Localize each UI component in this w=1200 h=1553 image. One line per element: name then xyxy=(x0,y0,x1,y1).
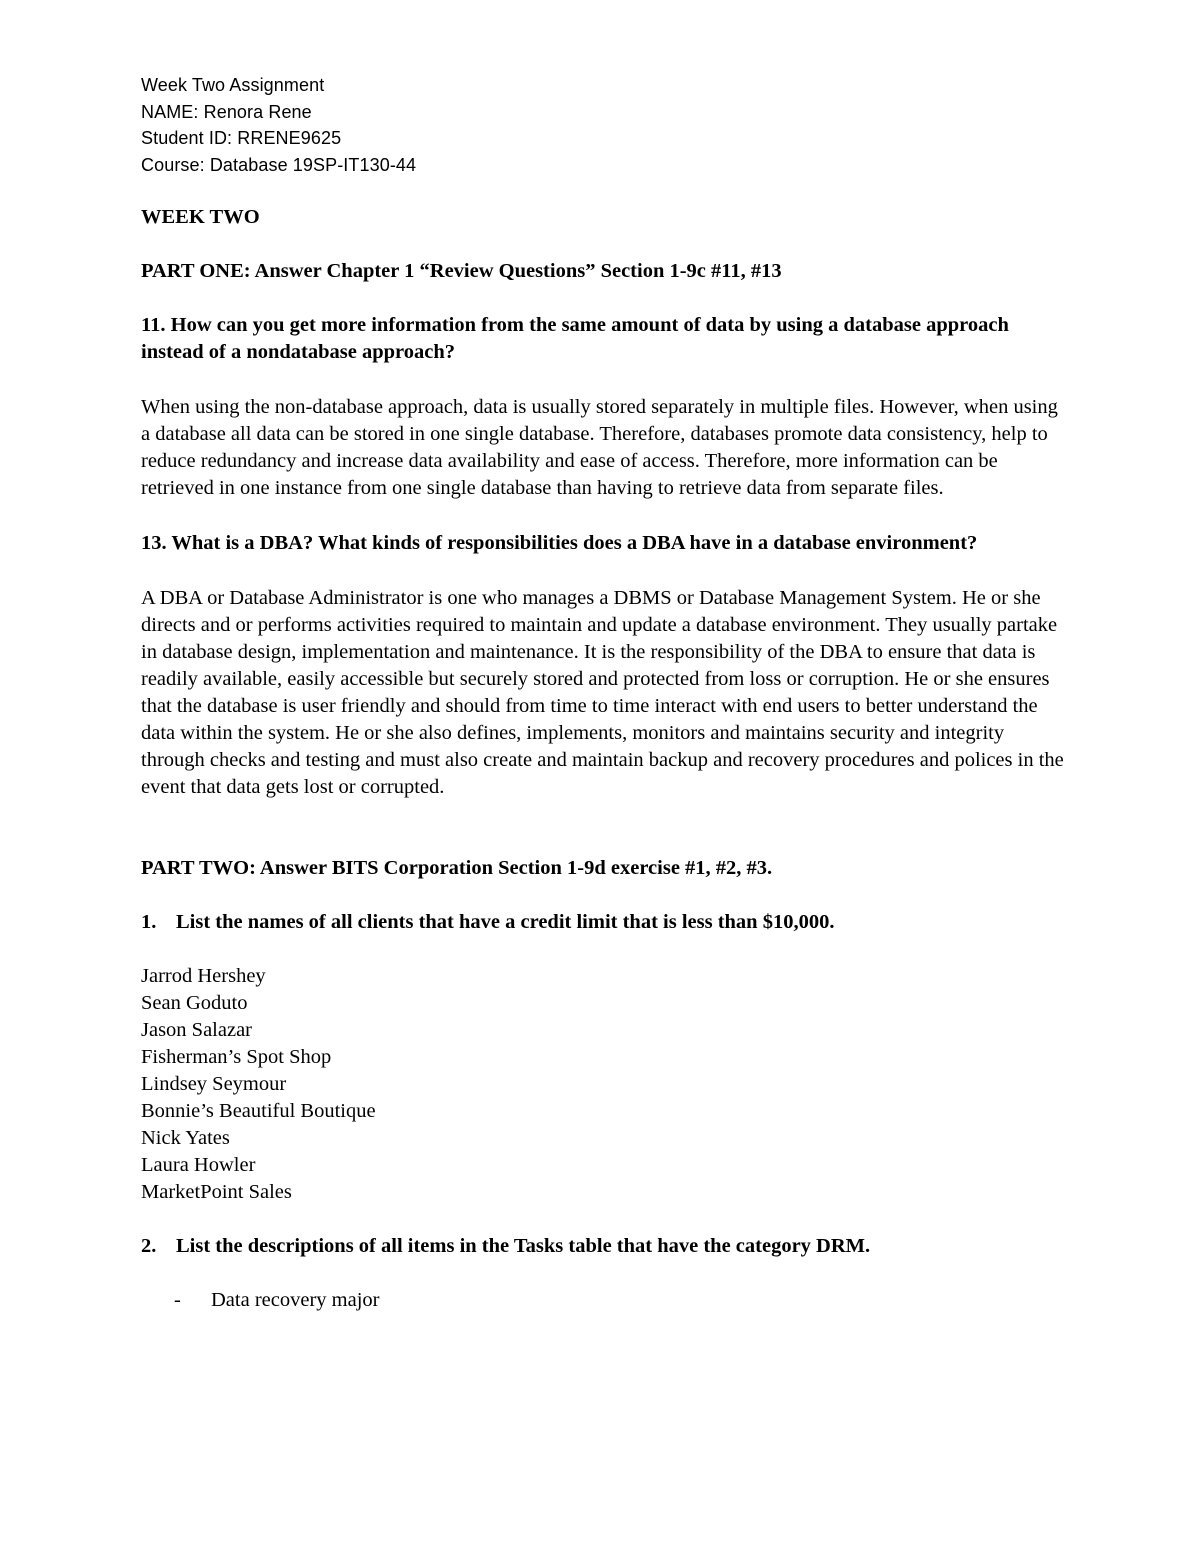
answer-11: When using the non-database approach, data is usually stored separately in multiple files. However, when using a database all data can be stored in one single database. Therefore, databases promote data consistency, help to reduce redundancy and increase data availability and ease of access. Therefore, more information can be retrieved in one instance from one single database than having to retrieve data from separate files. xyxy=(141,396,1058,499)
task-description: Data recovery major xyxy=(211,1289,380,1311)
week-heading: WEEK TWO xyxy=(141,206,260,228)
exercise-1-question xyxy=(141,909,1071,936)
spacer xyxy=(141,231,1071,258)
spacer xyxy=(141,366,1071,394)
question-13: 13. What is a DBA? What kinds of responsibilities does a DBA have in a database environment? xyxy=(141,532,978,554)
list-item: Nick Yates xyxy=(141,1127,230,1149)
question-11: 11. How can you get more information from the same amount of data by using a database approach instead of a nondatabase approach? xyxy=(141,314,1009,363)
list-item xyxy=(141,1287,1071,1314)
spacer xyxy=(141,1206,1071,1233)
list-item: Laura Howler xyxy=(141,1154,256,1176)
spacer xyxy=(141,285,1071,312)
part-one-heading: PART ONE: Answer Chapter 1 “Review Questions” Section 1-9c #11, #13 xyxy=(141,260,782,282)
list-item: Jason Salazar xyxy=(141,1019,252,1041)
dash-bullet: - xyxy=(174,1289,181,1311)
spacer xyxy=(141,557,1071,585)
client-name-list xyxy=(141,963,1071,1206)
student-id: Student ID: RRENE9625 xyxy=(141,128,342,148)
exercise-2-number: 2. xyxy=(141,1235,157,1257)
spacer xyxy=(141,801,1071,855)
list-item: Sean Goduto xyxy=(141,992,248,1014)
task-description-list xyxy=(141,1287,1071,1314)
document-page xyxy=(141,72,1071,1314)
assignment-title: Week Two Assignment xyxy=(141,75,325,95)
spacer xyxy=(141,1260,1071,1287)
list-item: Lindsey Seymour xyxy=(141,1073,287,1095)
exercise-1-text: List the names of all clients that have a credit limit that is less than $10,000. xyxy=(176,911,835,933)
exercise-2-question xyxy=(141,1233,1071,1260)
part-two-heading: PART TWO: Answer BITS Corporation Section 1-9d exercise #1, #2, #3. xyxy=(141,857,773,879)
course-name: Course: Database 19SP-IT130-44 xyxy=(141,154,417,175)
list-item: MarketPoint Sales xyxy=(141,1181,292,1203)
list-item: Jarrod Hershey xyxy=(141,965,266,987)
spacer xyxy=(141,502,1071,530)
exercise-2-text: List the descriptions of all items in the Tasks table that have the category DRM. xyxy=(176,1235,871,1257)
spacer xyxy=(141,178,1071,204)
spacer xyxy=(141,936,1071,963)
list-item: Fisherman’s Spot Shop xyxy=(141,1046,332,1068)
spacer xyxy=(141,882,1071,909)
student-name: NAME: Renora Rene xyxy=(141,101,312,122)
answer-13: A DBA or Database Administrator is one who manages a DBMS or Database Management System. He or she directs and or performs activities required to maintain and update a database environment. They usually partake in database design, implementation and maintenance. It is the responsibility of the DBA to ensure that data is readily available, easily accessible but securely stored and protected from loss or corruption. He or she ensures that the database is user friendly and should from time to time interact with end users to better understand the data within the system. He or she also defines, implements, monitors and maintains security and integrity through checks and testing and must also create and maintain backup and recovery procedures and polices in the event that data gets lost or corrupted. xyxy=(141,587,1064,798)
exercise-1-number: 1. xyxy=(141,911,157,933)
list-item: Bonnie’s Beautiful Boutique xyxy=(141,1100,376,1122)
